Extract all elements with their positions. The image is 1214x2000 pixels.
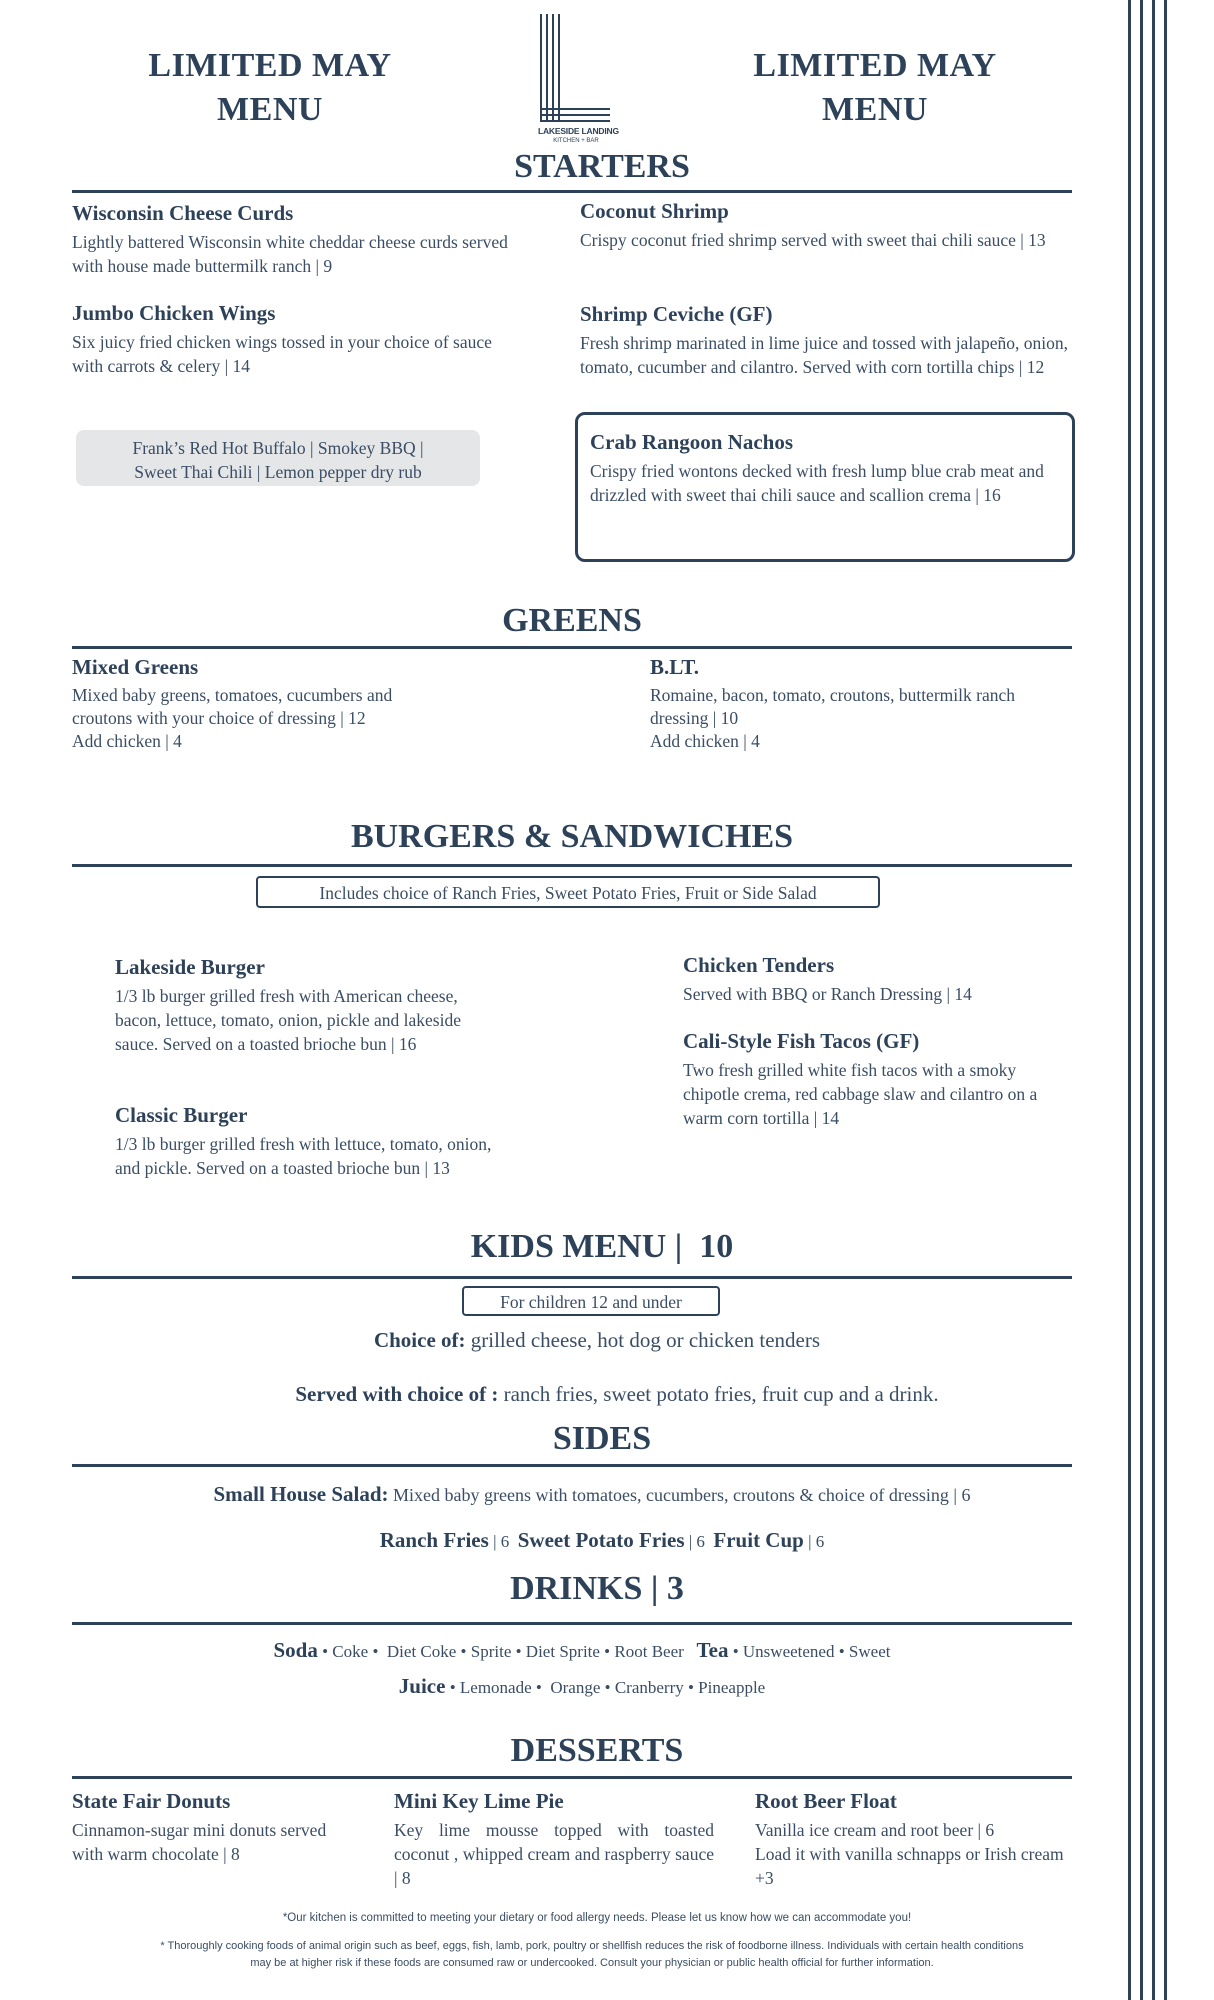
side-name: Ranch Fries <box>379 1528 489 1552</box>
side-salad-text: Mixed baby greens with tomatoes, cucumbers, croutons & choice of dressing | 6 <box>388 1485 971 1505</box>
kids-age-note: For children 12 and under <box>462 1286 720 1316</box>
item-description: Two fresh grilled white fish tacos with a smoky chipotle crema, red cabbage slaw and cilantro on a warm corn tortilla | 14 <box>683 1060 1038 1128</box>
foodborne-warning-line: may be at higher risk if these foods are consumed raw or undercooked. Consult your physician or public health official for further information. <box>250 1957 934 1969</box>
item-name: Coconut Shrimp <box>580 199 729 223</box>
item-name: Mini Key Lime Pie <box>394 1789 564 1813</box>
section-title-burgers: BURGERS & SANDWICHES <box>350 818 794 855</box>
menu-item <box>580 301 1070 379</box>
divider <box>72 1622 1072 1625</box>
divider <box>72 646 1072 649</box>
item-description: 1/3 lb burger grilled fresh with lettuce, tomato, onion, and pickle. Served on a toasted brioche bun | 13 <box>115 1134 492 1178</box>
sauce-line: Sweet Thai Chili | Lemon pepper dry rub <box>134 462 422 482</box>
drinks-juice <box>72 1672 1072 1702</box>
menu-item <box>683 1028 1063 1130</box>
section-title-sides: SIDES <box>552 1420 652 1457</box>
menu-item <box>580 198 1070 252</box>
divider <box>72 1464 1072 1467</box>
item-name: State Fair Donuts <box>72 1789 231 1813</box>
item-name: Crab Rangoon Nachos <box>590 430 794 454</box>
item-description: Romaine, bacon, tomato, croutons, buttermilk ranch dressing | 10 <box>650 685 1015 728</box>
kids-served-text: ranch fries, sweet potato fries, fruit cup and a drink. <box>498 1382 939 1406</box>
item-name: Classic Burger <box>115 1103 248 1127</box>
logo-subtitle: KITCHEN + BAR <box>553 138 599 144</box>
drinks-soda-tea <box>72 1636 1072 1666</box>
item-addon: Load it with vanilla schnapps or Irish cream +3 <box>755 1844 1064 1888</box>
item-addon: Add chicken | 4 <box>650 731 760 751</box>
item-name: Shrimp Ceviche (GF) <box>580 302 773 326</box>
side-price: | 6 <box>684 1532 710 1551</box>
kids-served-label: Served with choice of : <box>295 1382 499 1406</box>
side-name: Fruit Cup <box>713 1528 804 1552</box>
item-description: Six juicy fried chicken wings tossed in your choice of sauce with carrots & celery | 14 <box>72 332 492 376</box>
menu-item <box>115 1102 505 1180</box>
section-title-greens: GREENS <box>502 602 642 639</box>
item-name: Jumbo Chicken Wings <box>72 301 276 325</box>
border-line <box>1152 0 1155 2000</box>
sides-list <box>72 1526 1072 1556</box>
drinks-juice-label: Juice <box>398 1674 446 1698</box>
drinks-tea-items: • Unsweetened • Sweet <box>728 1642 891 1661</box>
item-description: 1/3 lb burger grilled fresh with American cheese, bacon, lettuce, tomato, onion, pickle and lakeside sauce. Served on a toasted brioche bun | 16 <box>115 986 462 1054</box>
divider <box>72 864 1072 867</box>
menu-item <box>72 200 522 278</box>
includes-note: Includes choice of Ranch Fries, Sweet Potato Fries, Fruit or Side Salad <box>256 876 880 908</box>
header-title-left: LIMITED MAY MENU <box>148 47 392 128</box>
menu-item <box>755 1788 1075 1890</box>
header-title-right: LIMITED MAY MENU <box>753 47 997 128</box>
sauce-line: Frank’s Red Hot Buffalo | Smokey BBQ | <box>132 438 424 458</box>
menu-item <box>394 1788 714 1890</box>
logo <box>538 14 619 150</box>
item-name: Cali-Style Fish Tacos (GF) <box>683 1029 920 1053</box>
divider <box>72 1776 1072 1779</box>
item-description: Lightly battered Wisconsin white cheddar cheese curds served with house made buttermilk ranch | 9 <box>72 232 508 276</box>
border-line <box>1164 0 1167 2000</box>
item-name: Mixed Greens <box>72 655 199 679</box>
section-title-drinks: DRINKS | 3 <box>510 1570 684 1607</box>
side-name: Sweet Potato Fries <box>517 1528 685 1552</box>
sauce-options <box>76 430 480 486</box>
item-description: Fresh shrimp marinated in lime juice and tossed with jalapeño, onion, tomato, cucumber and cilantro. Served with corn tortilla chips | 12 <box>580 333 1068 377</box>
side-price: | 6 <box>803 1532 825 1551</box>
allergy-note: *Our kitchen is committed to meeting your dietary or food allergy needs. Please let us know how we can accommodate you! <box>282 1912 912 1924</box>
divider <box>72 1276 1072 1279</box>
item-name: Wisconsin Cheese Curds <box>72 201 294 225</box>
item-description: Served with BBQ or Ranch Dressing | 14 <box>683 984 972 1004</box>
kids-choice-label: Choice of: <box>373 1328 466 1352</box>
item-description: Key lime mousse topped with toasted coconut , whipped cream and raspberry sauce | 8 <box>394 1820 714 1888</box>
item-description: Vanilla ice cream and root beer | 6 <box>755 1820 995 1840</box>
logo-name: LAKESIDE LANDING <box>538 126 619 136</box>
item-name: Chicken Tenders <box>683 953 835 977</box>
drinks-tea-label: Tea <box>696 1638 729 1662</box>
featured-item-box <box>575 412 1075 562</box>
section-title-desserts: DESSERTS <box>510 1732 684 1769</box>
divider <box>72 190 1072 193</box>
kids-served <box>72 1380 1072 1408</box>
menu-item <box>72 654 452 753</box>
side-salad <box>72 1480 1072 1509</box>
drinks-juice-items: • Lemonade • Orange • Cranberry • Pineapple <box>445 1678 766 1697</box>
item-description: Crispy coconut fried shrimp served with sweet thai chili sauce | 13 <box>580 230 1046 250</box>
item-addon: Add chicken | 4 <box>72 731 182 751</box>
kids-choice <box>72 1326 1072 1354</box>
item-name: B.LT. <box>650 655 700 679</box>
item-description: Mixed baby greens, tomatoes, cucumbers and croutons with your choice of dressing | 12 <box>72 685 393 728</box>
section-title-kids: KIDS MENU | 10 <box>470 1228 734 1265</box>
item-name: Lakeside Burger <box>115 955 265 979</box>
menu-item <box>650 654 1020 753</box>
section-title-starters: STARTERS <box>514 148 690 185</box>
kids-choice-text: grilled cheese, hot dog or chicken tenders <box>465 1328 821 1352</box>
side-price: | 6 <box>488 1532 514 1551</box>
menu-item <box>683 952 1063 1006</box>
item-description: Crispy fried wontons decked with fresh lump blue crab meat and drizzled with sweet thai chili sauce and scallion crema | 16 <box>590 461 1044 505</box>
border-line <box>1128 0 1131 2000</box>
border-line <box>1140 0 1143 2000</box>
menu-item <box>72 300 512 378</box>
item-description: Cinnamon-sugar mini donuts served with warm chocolate | 8 <box>72 1820 327 1864</box>
menu-item <box>72 1788 342 1866</box>
foodborne-warning-line: * Thoroughly cooking foods of animal origin such as beef, eggs, fish, lamb, pork, poultry or shellfish reduces the risk of foodborne illness. Individuals with certain health conditions <box>160 1940 1024 1952</box>
side-salad-label: Small House Salad: <box>213 1482 389 1506</box>
item-name: Root Beer Float <box>755 1789 897 1813</box>
drinks-soda-label: Soda <box>273 1638 318 1662</box>
menu-item <box>115 954 485 1056</box>
drinks-soda-items: • Coke • Diet Coke • Sprite • Diet Sprite • Root Beer <box>317 1642 689 1661</box>
